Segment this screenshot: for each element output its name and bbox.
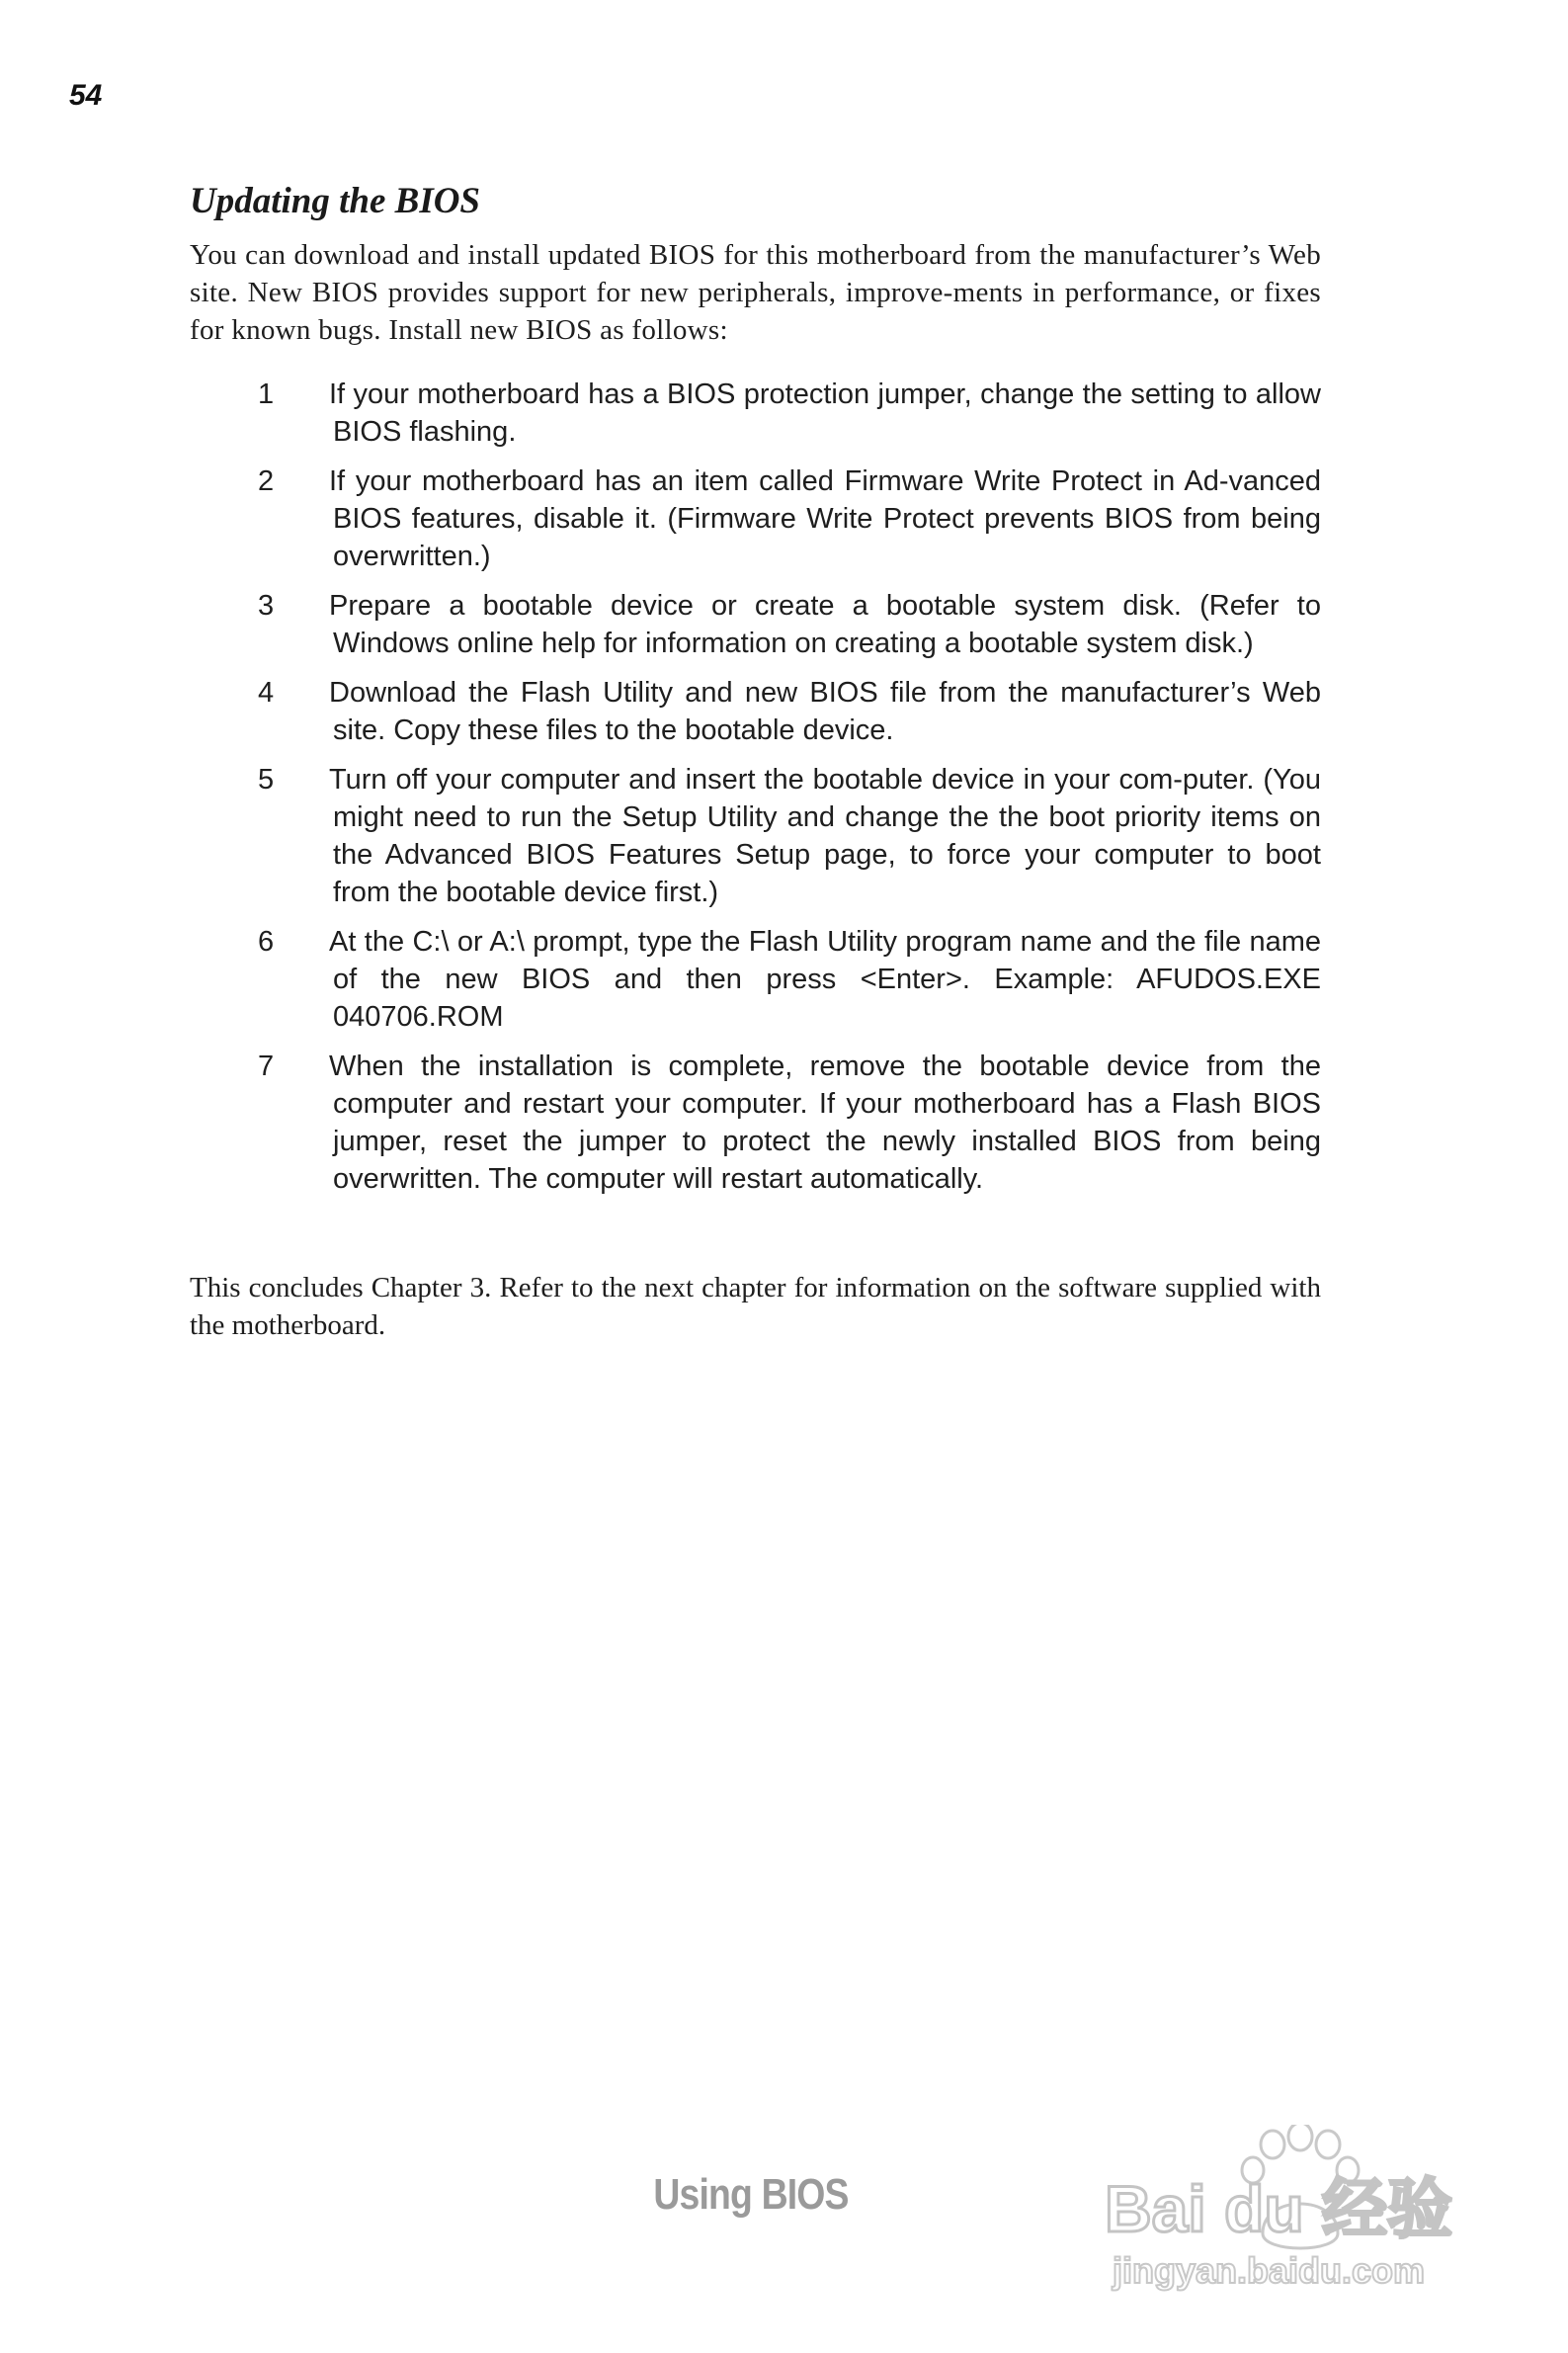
step-text: Download the Flash Utility and new BIOS file from the manufacturer’s Web site. Copy these files to the bootable device. — [329, 677, 1321, 746]
list-item — [190, 761, 1321, 911]
step-text: Prepare a bootable device or create a bootable system disk. (Refer to Windows online help for information on creating a bootable system disk.) — [329, 590, 1321, 659]
paw-logo-icon — [1105, 2125, 1480, 2293]
step-text: Turn off your computer and insert the bootable device in your com-puter. (You might need to run the Setup Utility and change the the boot priority items on the Advanced BIOS Features Setup page, to force your computer to boot from the bootable device first.) — [329, 764, 1321, 908]
steps-list — [190, 376, 1321, 1198]
list-item — [190, 1048, 1321, 1198]
step-number: 4 — [258, 677, 275, 709]
step-number: 6 — [258, 926, 275, 958]
step-number: 2 — [258, 465, 275, 497]
list-item — [190, 674, 1321, 749]
page-content — [190, 180, 1321, 1344]
step-number: 5 — [258, 764, 275, 796]
intro-paragraph: You can download and install updated BIOS for this motherboard from the manufacturer’s Web site. New BIOS provides support for new peripherals, improve-ments in performance, or fixes for known bugs. Install new BIOS as follows: — [190, 239, 1321, 346]
watermark-brand: Bai du 经验 — [1105, 2172, 1453, 2245]
step-text: If your motherboard has a BIOS protection jumper, change the setting to allow BIOS flashing. — [329, 378, 1321, 448]
page-number: 54 — [69, 79, 103, 112]
baidu-watermark-logo — [1105, 2125, 1480, 2293]
section-title: Updating the BIOS — [190, 181, 481, 221]
list-item — [190, 462, 1321, 575]
list-item — [190, 376, 1321, 451]
conclusion-paragraph: This concludes Chapter 3. Refer to the next chapter for information on the software supplied with the motherboard. — [190, 1272, 1321, 1341]
step-text: When the installation is complete, remove the bootable device from the computer and restart your computer. If your motherboard has a Flash BIOS jumper, reset the jumper to protect the newly installed BIOS from being overwritten. The computer will restart automatically. — [329, 1050, 1321, 1195]
step-number: 3 — [258, 590, 275, 622]
watermark-url: jingyan.baidu.com — [1113, 2250, 1426, 2291]
list-item — [190, 587, 1321, 662]
step-text: At the C:\ or A:\ prompt, type the Flash Utility program name and the file name of the new BIOS and then press <Enter>. Example: AFUDOS.EXE 040706.ROM — [329, 926, 1321, 1033]
footer-title: Using BIOS — [653, 2170, 849, 2219]
step-text: If your motherboard has an item called Firmware Write Protect in Ad-vanced BIOS features, disable it. (Firmware Write Protect prevents BIOS from being overwritten.) — [329, 465, 1321, 572]
list-item — [190, 923, 1321, 1036]
step-number: 1 — [258, 378, 275, 410]
step-number: 7 — [258, 1050, 275, 1082]
